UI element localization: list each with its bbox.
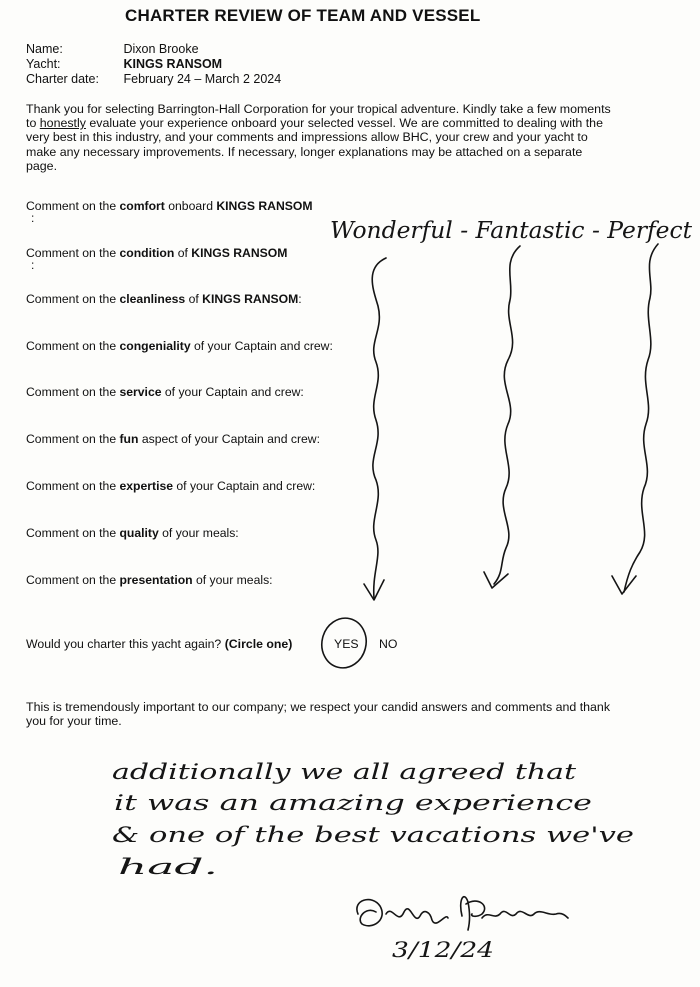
intro-underlined: honestly — [39, 116, 86, 131]
answer-colon: : — [31, 211, 35, 225]
q-pre: Comment on the — [26, 292, 120, 306]
q-pre: Comment on the — [26, 385, 120, 399]
name-value: Dixon Brooke — [123, 42, 199, 56]
q-mid: onboard — [164, 199, 217, 213]
answer-colon: : — [31, 258, 35, 272]
q-keyword: service — [119, 385, 162, 399]
charter-date-value: February 24 – March 2 2024 — [123, 72, 282, 86]
handwritten-note-line-1: additionally we all agreed that — [112, 760, 577, 784]
option-no[interactable]: NO — [379, 637, 398, 651]
q-keyword: congeniality — [119, 339, 191, 353]
option-yes[interactable]: YES — [334, 637, 359, 651]
yacht-label: Yacht: — [26, 57, 61, 71]
q-vessel: KINGS RANSOM — [191, 246, 288, 260]
q-keyword: presentation — [119, 573, 193, 587]
q-mid: of your Captain and crew: — [161, 385, 304, 399]
charter-date-label: Charter date: — [26, 72, 99, 86]
q-pre: Comment on the — [26, 339, 120, 353]
q-keyword: expertise — [119, 479, 174, 493]
q-keyword: fun — [119, 432, 139, 446]
form-title: CHARTER REVIEW OF TEAM AND VESSEL — [125, 6, 481, 25]
yacht-value: KINGS RANSOM — [123, 57, 223, 71]
q-keyword: cleanliness — [119, 292, 186, 306]
q-post: : — [298, 292, 302, 306]
intro-text-1: Thank you for selecting Barrington-Hall Corporation for your tropical adventure. Kindly take a few moments to — [26, 102, 611, 131]
q-keyword: condition — [119, 246, 175, 260]
squiggle-arrow-right — [612, 244, 658, 594]
handwritten-note-line-4: had. — [118, 855, 218, 879]
q-keyword: quality — [119, 526, 159, 540]
q-pre: Comment on the — [26, 573, 120, 587]
q-mid: of — [174, 246, 192, 260]
q-pre: Comment on the — [26, 479, 120, 493]
q-pre: Comment on the — [26, 432, 120, 446]
yes-circle-mark — [317, 613, 372, 672]
name-label: Name: — [26, 42, 63, 56]
q-keyword: comfort — [119, 199, 165, 213]
squiggle-arrow-left — [364, 258, 386, 600]
q-vessel: KINGS RANSOM — [202, 292, 299, 306]
q-mid: of your meals: — [158, 526, 239, 540]
squiggle-arrow-middle — [484, 246, 520, 588]
q-pre: Comment on the — [26, 246, 120, 260]
handwritten-note-line-2: it was an amazing experience — [114, 791, 592, 815]
q-mid: aspect of your Captain and crew: — [138, 432, 320, 446]
q-pre: Comment on the — [26, 199, 120, 213]
closing-paragraph: This is tremendously important to our company; we respect your candid answers and comments and thank you for your time. — [26, 700, 611, 729]
q-mid: of your meals: — [192, 573, 273, 587]
q-pre: Comment on the — [26, 526, 120, 540]
q-mid: of your Captain and crew: — [173, 479, 316, 493]
signature — [357, 897, 568, 930]
q-mid: of your Captain and crew: — [190, 339, 333, 353]
handwritten-note-line-3: & one of the best vacations we've — [112, 823, 634, 847]
q-vessel: KINGS RANSOM — [216, 199, 313, 213]
circle-one-instruction: (Circle one) — [224, 637, 293, 651]
intro-text-2: evaluate your experience onboard your selected vessel. We are committed to dealing with the very best in this industry, and your comments and impressions allow BHC, your crew and your yacht to make any necessary improvements. If necessary, longer explanations may be attached on a separate page. — [26, 116, 603, 173]
signature-date: 3/12/24 — [392, 938, 494, 962]
handwritten-header-comment: Wonderful - Fantastic - Perfect — [330, 218, 693, 244]
q-mid: of — [185, 292, 203, 306]
charter-again-text: Would you charter this yacht again? — [26, 637, 225, 651]
